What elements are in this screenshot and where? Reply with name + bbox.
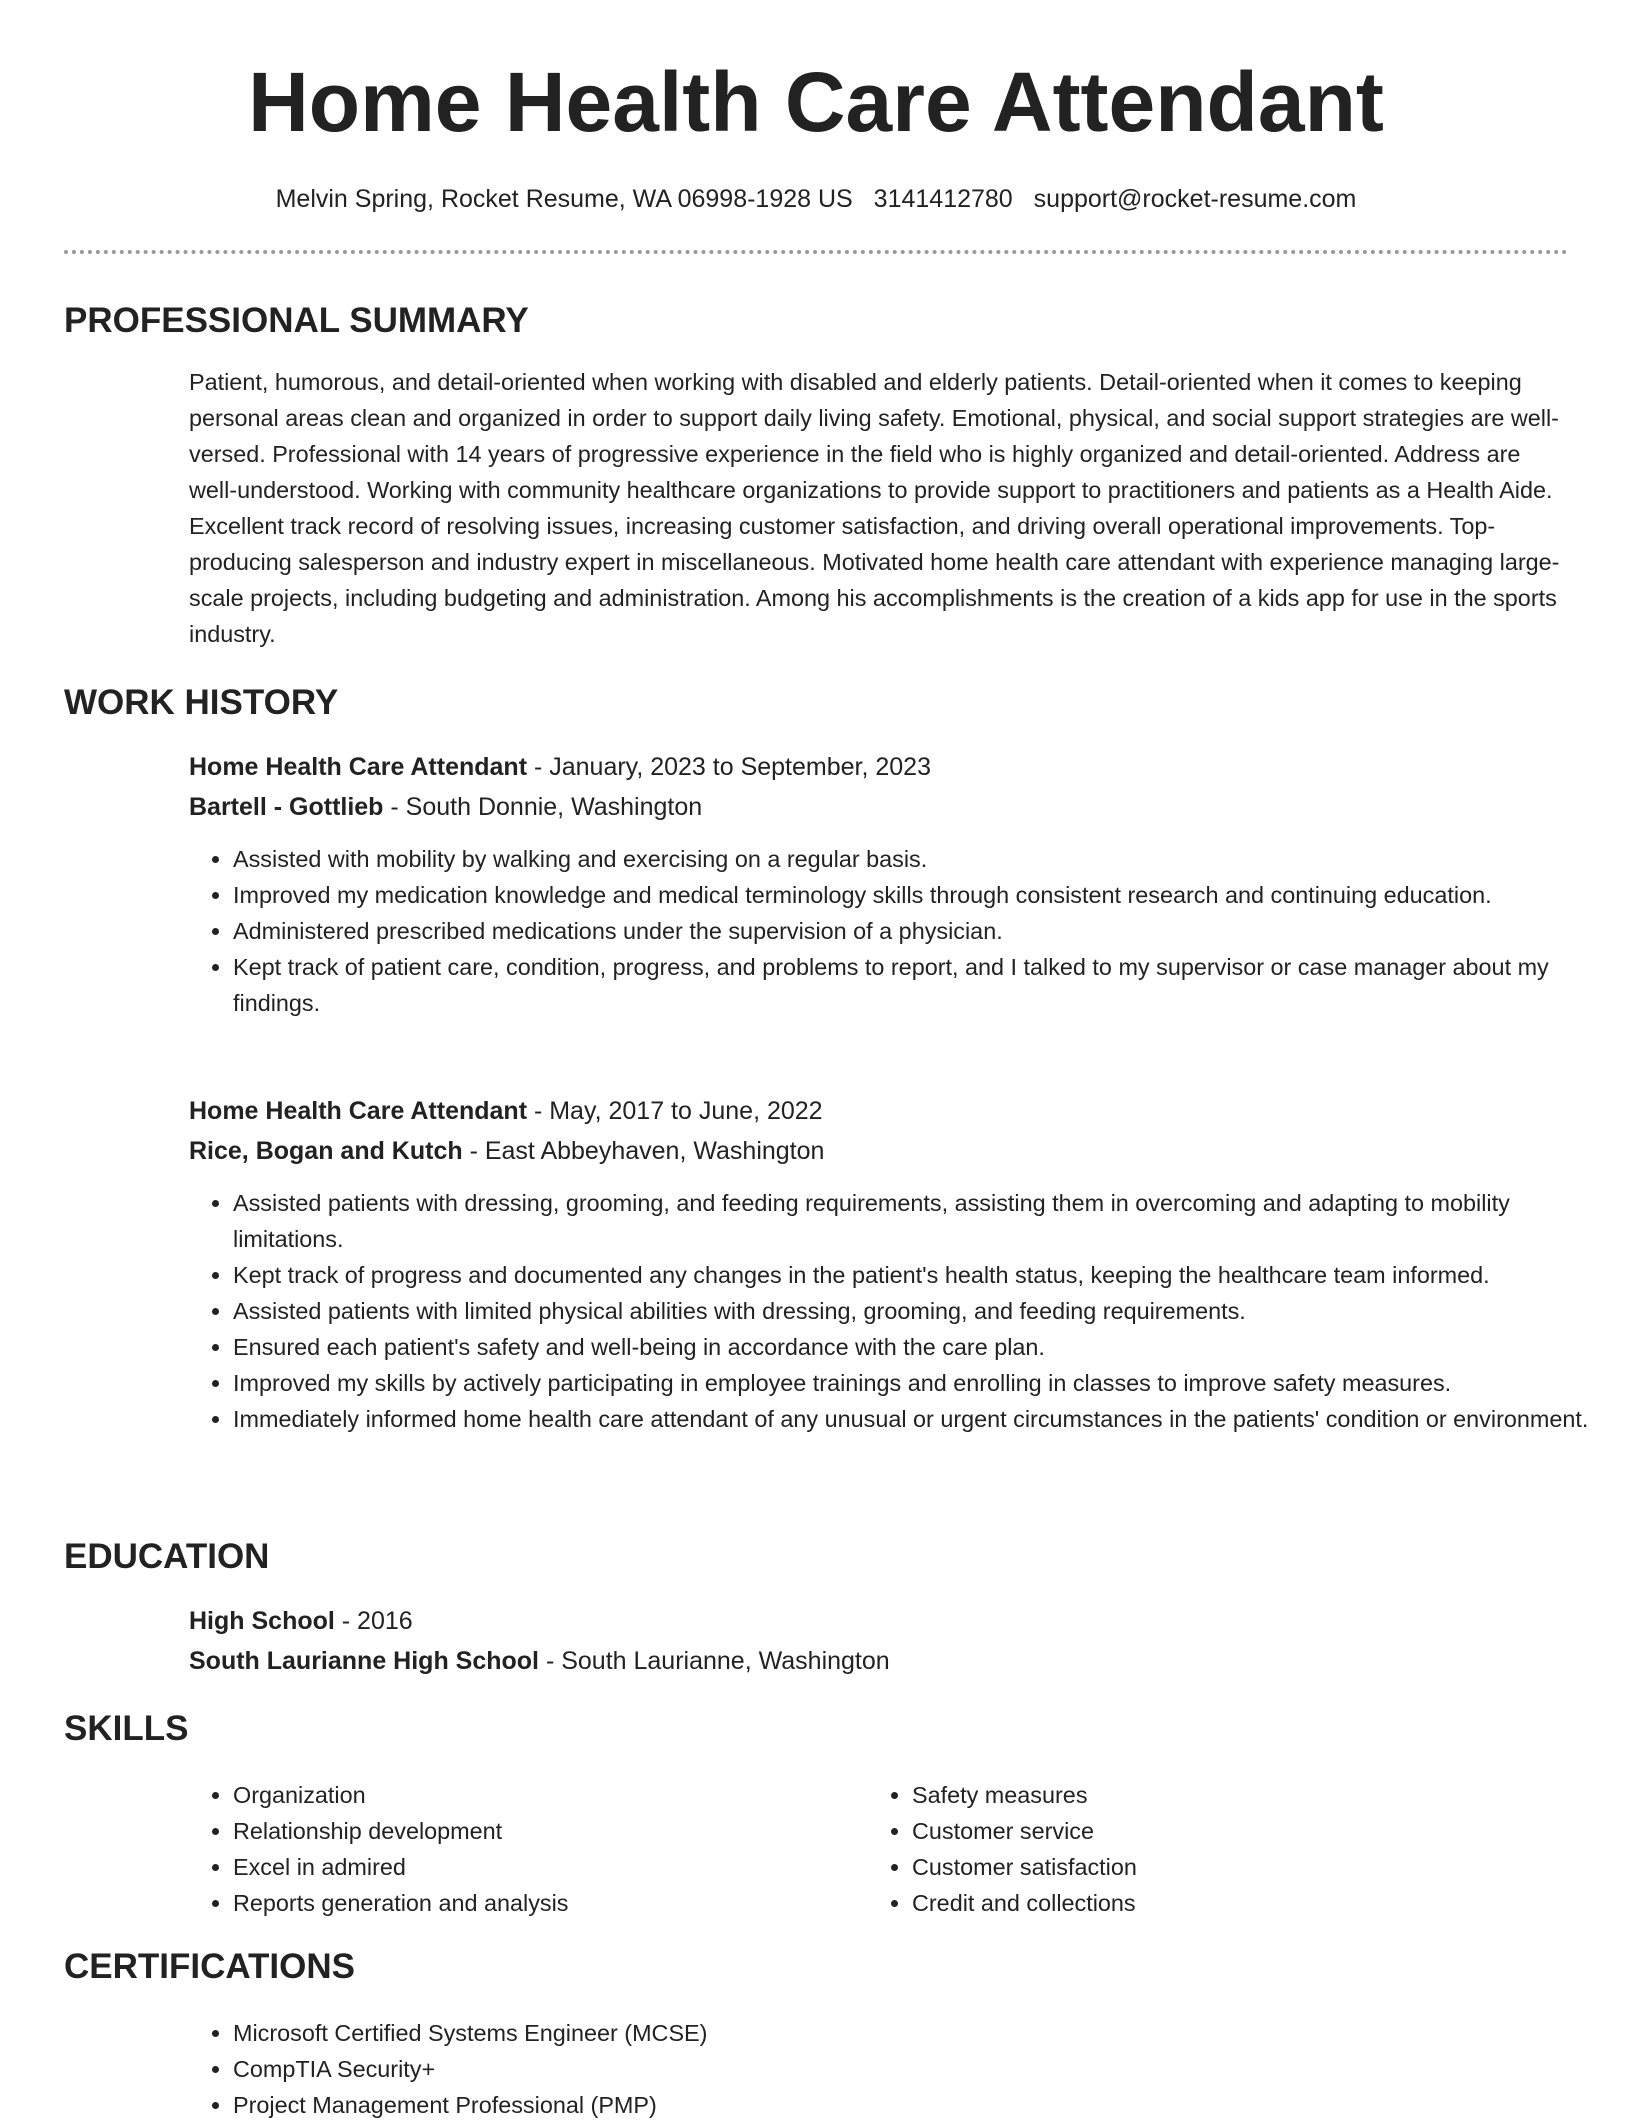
contact-phone: 3141412780	[873, 185, 1013, 213]
job-1-bullets	[189, 841, 1613, 1021]
education-degree-line	[189, 1603, 413, 1639]
contact-line	[0, 182, 1632, 216]
list-item: • Kept track of progress and documented any changes in the patient's health status, keeping the healthcare team informed.	[233, 1257, 1613, 1293]
work-history-heading: WORK HISTORY	[64, 683, 339, 722]
job-2-dates: - May, 2017 to June, 2022	[527, 1097, 823, 1125]
list-item: • Assisted patients with limited physical abilities with dressing, grooming, and feeding requirements.	[233, 1293, 1613, 1329]
list-item: • Project Management Professional (PMP)	[233, 2087, 1613, 2123]
education-degree: High School	[189, 1607, 335, 1635]
list-item: • Microsoft Certified Systems Engineer (MCSE)	[233, 2015, 1613, 2051]
list-item: • Administered prescribed medications under the supervision of a physician.	[233, 913, 1613, 949]
certifications-list	[189, 2015, 1613, 2123]
list-item: • Kept track of patient care, condition, progress, and problems to report, and I talked to my supervisor or case manager about my findings.	[233, 949, 1613, 1021]
job-2-location: - East Abbeyhaven, Washington	[462, 1137, 825, 1165]
job-1-location: - South Donnie, Washington	[383, 793, 703, 821]
list-item: • Credit and collections	[912, 1885, 1632, 1921]
list-item: • Assisted with mobility by walking and exercising on a regular basis.	[233, 841, 1613, 877]
job-1-company: Bartell - Gottlieb	[189, 793, 384, 821]
contact-address: Melvin Spring, Rocket Resume, WA 06998-1928 US	[275, 185, 853, 213]
list-item: • Customer service	[912, 1813, 1632, 1849]
skills-list-right	[868, 1777, 1632, 1921]
list-item: • Customer satisfaction	[912, 1849, 1632, 1885]
list-item: • Improved my medication knowledge and medical terminology skills through consistent research and continuing education.	[233, 877, 1613, 913]
list-item: • Excel in admired	[233, 1849, 1613, 1885]
header-divider	[64, 250, 1568, 254]
list-item: • Assisted patients with dressing, grooming, and feeding requirements, assisting them in overcoming and adapting to mobility limitations.	[233, 1185, 1613, 1257]
job-1-company-line	[189, 789, 702, 825]
summary-text: Patient, humorous, and detail-oriented when working with disabled and elderly patients. Detail-oriented when it comes to keeping personal areas clean and organized in order to support daily living safety. Emotional, physical, and social support strategies are well-versed. Professional with 14 years of progressive experience in the field who is highly organized and detail-oriented. Address are well-understood. Working with community healthcare organizations to provide support to practitioners and patients as a Health Aide. Excellent track record of resolving issues, increasing customer satisfaction, and driving overall operational improvements. Top-producing salesperson and industry expert in miscellaneous. Motivated home health care attendant with experience managing large-scale projects, including budgeting and administration. Among his accomplishments is the creation of a kids app for use in the sports industry.	[189, 369, 1560, 647]
list-item: • Organization	[233, 1777, 1613, 1813]
job-2-title: Home Health Care Attendant	[189, 1097, 528, 1125]
resume-name: Home Health Care Attendant	[248, 55, 1384, 149]
education-year: - 2016	[334, 1607, 413, 1635]
job-2-company-line	[189, 1133, 824, 1169]
job-2-bullets	[189, 1185, 1613, 1437]
job-2-title-line	[189, 1093, 823, 1129]
job-1-title: Home Health Care Attendant	[189, 753, 528, 781]
list-item: • Immediately informed home health care attendant of any unusual or urgent circumstances in the patients' condition or environment.	[233, 1401, 1613, 1437]
list-item: • CompTIA Security+	[233, 2051, 1613, 2087]
certifications-heading: CERTIFICATIONS	[64, 1947, 356, 1986]
education-location: - South Laurianne, Washington	[539, 1647, 890, 1675]
education-school-line	[189, 1643, 890, 1679]
education-school: South Laurianne High School	[189, 1647, 539, 1675]
job-1-dates: - January, 2023 to September, 2023	[527, 753, 931, 781]
list-item: • Improved my skills by actively participating in employee trainings and enrolling in classes to improve safety measures.	[233, 1365, 1613, 1401]
contact-email: support@rocket-resume.com	[1033, 185, 1357, 213]
education-heading: EDUCATION	[64, 1537, 270, 1576]
list-item: • Relationship development	[233, 1813, 1613, 1849]
summary-heading: PROFESSIONAL SUMMARY	[64, 301, 529, 340]
job-1-title-line	[189, 749, 931, 785]
job-2-company: Rice, Bogan and Kutch	[189, 1137, 463, 1165]
list-item: • Safety measures	[912, 1777, 1632, 1813]
skills-heading: SKILLS	[64, 1709, 189, 1748]
list-item: • Reports generation and analysis	[233, 1885, 1613, 1921]
list-item: • Ensured each patient's safety and well-being in accordance with the care plan.	[233, 1329, 1613, 1365]
